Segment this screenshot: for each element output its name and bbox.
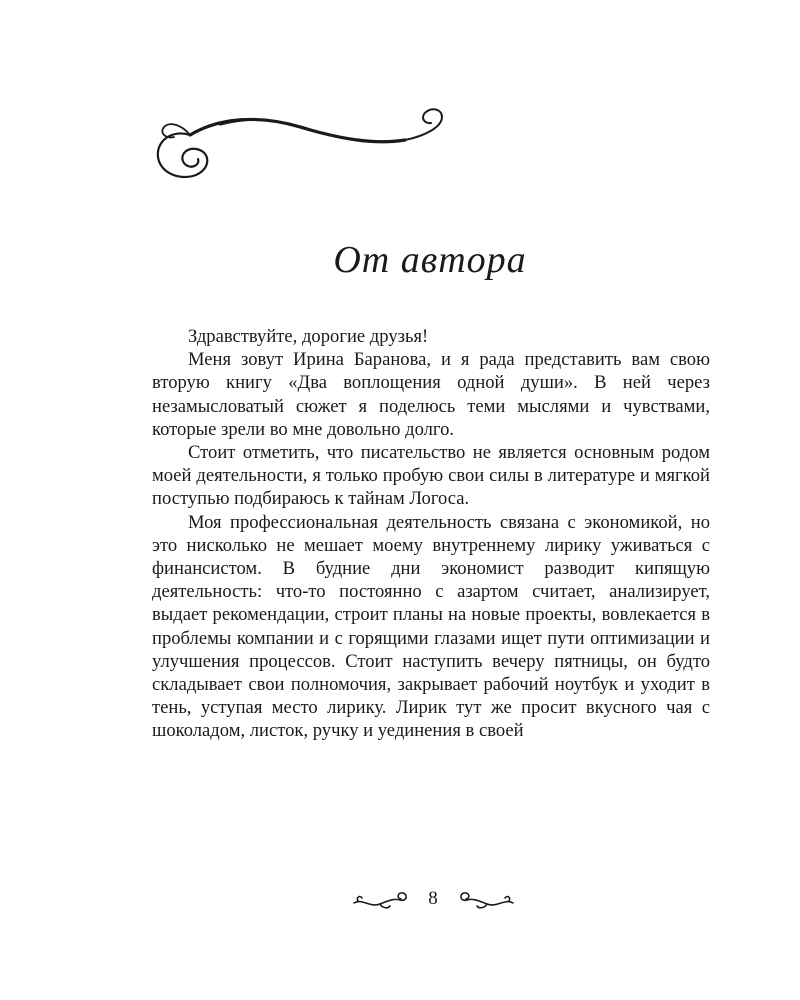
flourish-ornament-icon [150,105,465,185]
page-footer [0,886,800,916]
chapter-title: От автора [333,239,527,281]
paragraph: Стоит отметить, что писательство не является основным родом моей деятельности, я только пробую свои силы в литературе и мягкой поступью подбираюсь к тайнам Логоса. [152,442,710,510]
body-text [152,325,710,743]
swirl-right-icon [455,890,515,912]
paragraph: Меня зовут Ирина Баранова, и я рада представить вам свою вторую книгу «Два воплощения одной души». В ней через незамысловатый сюжет я поделюсь теми мыслями и чувствами, которые зрели во мне довольно долго. [152,349,710,440]
page-number: 8 [428,888,438,909]
paragraph: Здравствуйте, дорогие друзья! [188,326,429,347]
swirl-left-icon [352,890,412,912]
paragraph: Моя профессиональная деятельность связана с экономикой, но это нисколько не мешает моему внутреннему лирику уживаться с финансистом. В будние дни экономист разводит кипящую деятельность: что-то постоянно с азартом считает, анализирует, выдает рекомендации, строит планы на новые проекты, вовлекается в проблемы компании и с горящими глазами ищет пути оптимизации и улучшения процессов. Стоит наступить вечеру пятницы, он будто складывает свои полномочия, закрывает рабочий ноутбук и уходит в тень, уступая место лирику. Лирик тут же просит вкусного чая с шоколадом, листок, ручку и уединения в своей [152,511,710,742]
